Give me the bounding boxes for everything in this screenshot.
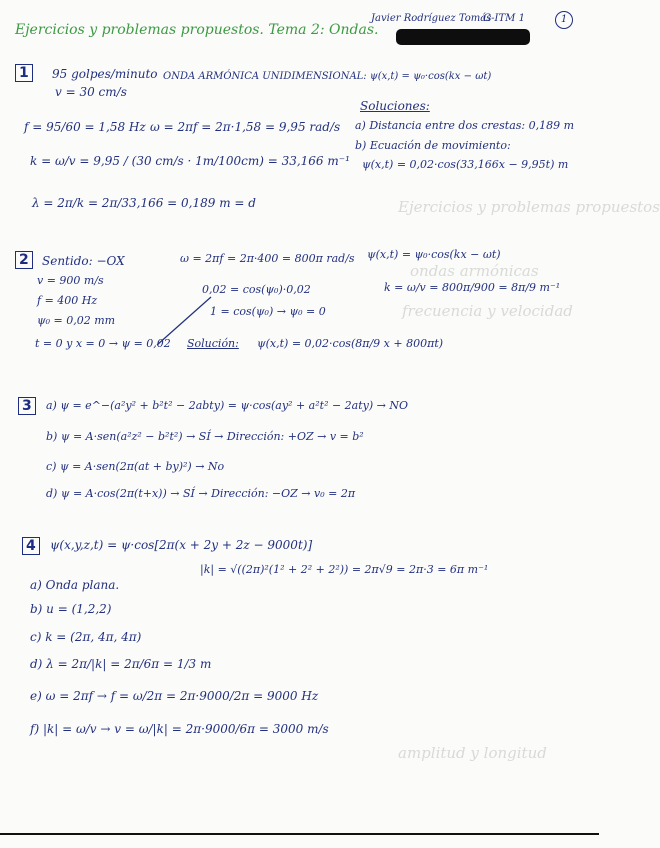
- p1-solution-b-equation: ψ(x,t) = 0,02·cos(33,166x − 9,95t) m: [362, 158, 569, 171]
- p2-step-2: 1 = cos(ψ₀) → ψ₀ = 0: [210, 305, 326, 318]
- bottom-rule: [0, 833, 599, 835]
- ghost-text-1: Ejercicios y problemas propuestos: [398, 198, 660, 216]
- ghost-text-3: frecuencia y velocidad: [402, 302, 573, 320]
- p3-part-a: a) ψ = e^−(a²y² + b²t² − 2abty) = ψ·cos(ay² + a²t² − 2aty) → NO: [46, 399, 409, 412]
- p1-omega: ω = 2πf = 2π·1,58 = 9,95 rad/s: [150, 120, 341, 134]
- p2-solution: ψ(x,t) = 0,02·cos(8π/9 x + 800πt): [257, 337, 444, 350]
- p2-wavenumber: k = ω/v = 800π/900 = 8π/9 m⁻¹: [384, 281, 561, 294]
- author-name: Javier Rodríguez Tomás: [371, 13, 492, 24]
- p4-part-d: d) λ = 2π/|k| = 2π/6π = 1/3 m: [30, 657, 212, 671]
- p4-equation: ψ(x,y,z,t) = ψ·cos[2π(x + 2y + 2z − 9000t)]: [50, 538, 313, 552]
- p2-amplitude: ψ₀ = 0,02 mm: [37, 314, 116, 327]
- p4-part-f: f) |k| = ω/v → v = ω/|k| = 2π·9000/6π = 3000 m/s: [30, 722, 329, 736]
- p2-general-equation: ψ(x,t) = ψ₀·cos(kx − ωt): [367, 248, 501, 261]
- p2-frequency: f = 400 Hz: [37, 294, 98, 307]
- redaction-bar: [396, 29, 530, 45]
- p4-part-a: a) Onda plana.: [30, 578, 120, 592]
- p4-part-b: b) u = (1,2,2): [30, 602, 112, 616]
- p4-part-c: c) k = (2π, 4π, 4π): [30, 630, 142, 644]
- p1-solution-b: b) Ecuación de movimiento:: [355, 139, 511, 152]
- p1-solution-a: a) Distancia entre dos crestas: 0,189 m: [355, 119, 575, 132]
- problem-2-number: 2: [15, 252, 33, 268]
- p1-wavelength: λ = 2π/k = 2π/33,166 = 0,189 m = d: [32, 196, 256, 210]
- p2-initial-condition: t = 0 y x = 0 → ψ = 0,02: [35, 337, 171, 350]
- ghost-text-4: amplitud y longitud: [398, 744, 547, 762]
- p2-arrow-stroke: [155, 293, 215, 348]
- problem-3-number: 3: [18, 398, 36, 414]
- p2-step-1: 0,02 = cos(ψ₀)·0,02: [202, 283, 311, 296]
- p2-omega: ω = 2πf = 2π·400 = 800π rad/s: [180, 252, 355, 265]
- group-label: G-ITM 1: [483, 13, 525, 24]
- p2-solution-label: Solución:: [187, 337, 239, 350]
- p1-data-rate: 95 golpes/minuto: [52, 67, 158, 81]
- page-number: 1: [555, 11, 573, 29]
- p1-heading: ONDA ARMÓNICA UNIDIMENSIONAL: ψ(x,t) = ψ₀·cos(kx − ωt): [163, 71, 492, 82]
- p1-wavenumber: k = ω/v = 9,95 / (30 cm/s · 1m/100cm) = 33,166 m⁻¹: [30, 154, 350, 168]
- p3-part-c: c) ψ = A·sen(2π(at + by)²) → No: [46, 460, 225, 473]
- ghost-text-2: ondas armónicas: [410, 262, 539, 280]
- p4-part-e: e) ω = 2πf → f = ω/2π = 2π·9000/2π = 9000 Hz: [30, 689, 319, 703]
- p2-velocity: v = 900 m/s: [37, 274, 104, 287]
- page-title: Ejercicios y problemas propuestos. Tema 2: Ondas.: [15, 22, 379, 38]
- problem-4-number: 4: [22, 538, 40, 554]
- p1-data-velocity: v = 30 cm/s: [55, 85, 127, 99]
- p3-part-b: b) ψ = A·sen(a²z² − b²t²) → SÍ → Dirección: +OZ → v = b²: [46, 430, 364, 443]
- problem-1-number: 1: [15, 65, 33, 81]
- p3-part-d: d) ψ = A·cos(2π(t+x)) → SÍ → Dirección: −OZ → v₀ = 2π: [46, 487, 356, 500]
- p4-k-modulus: |k| = √((2π)²(1² + 2² + 2²)) = 2π√9 = 2π·3 = 6π m⁻¹: [200, 563, 489, 576]
- p2-direction: Sentido: −OX: [42, 254, 125, 268]
- p1-solutions-title: Soluciones:: [360, 99, 430, 113]
- p1-frequency: f = 95/60 = 1,58 Hz: [24, 120, 146, 134]
